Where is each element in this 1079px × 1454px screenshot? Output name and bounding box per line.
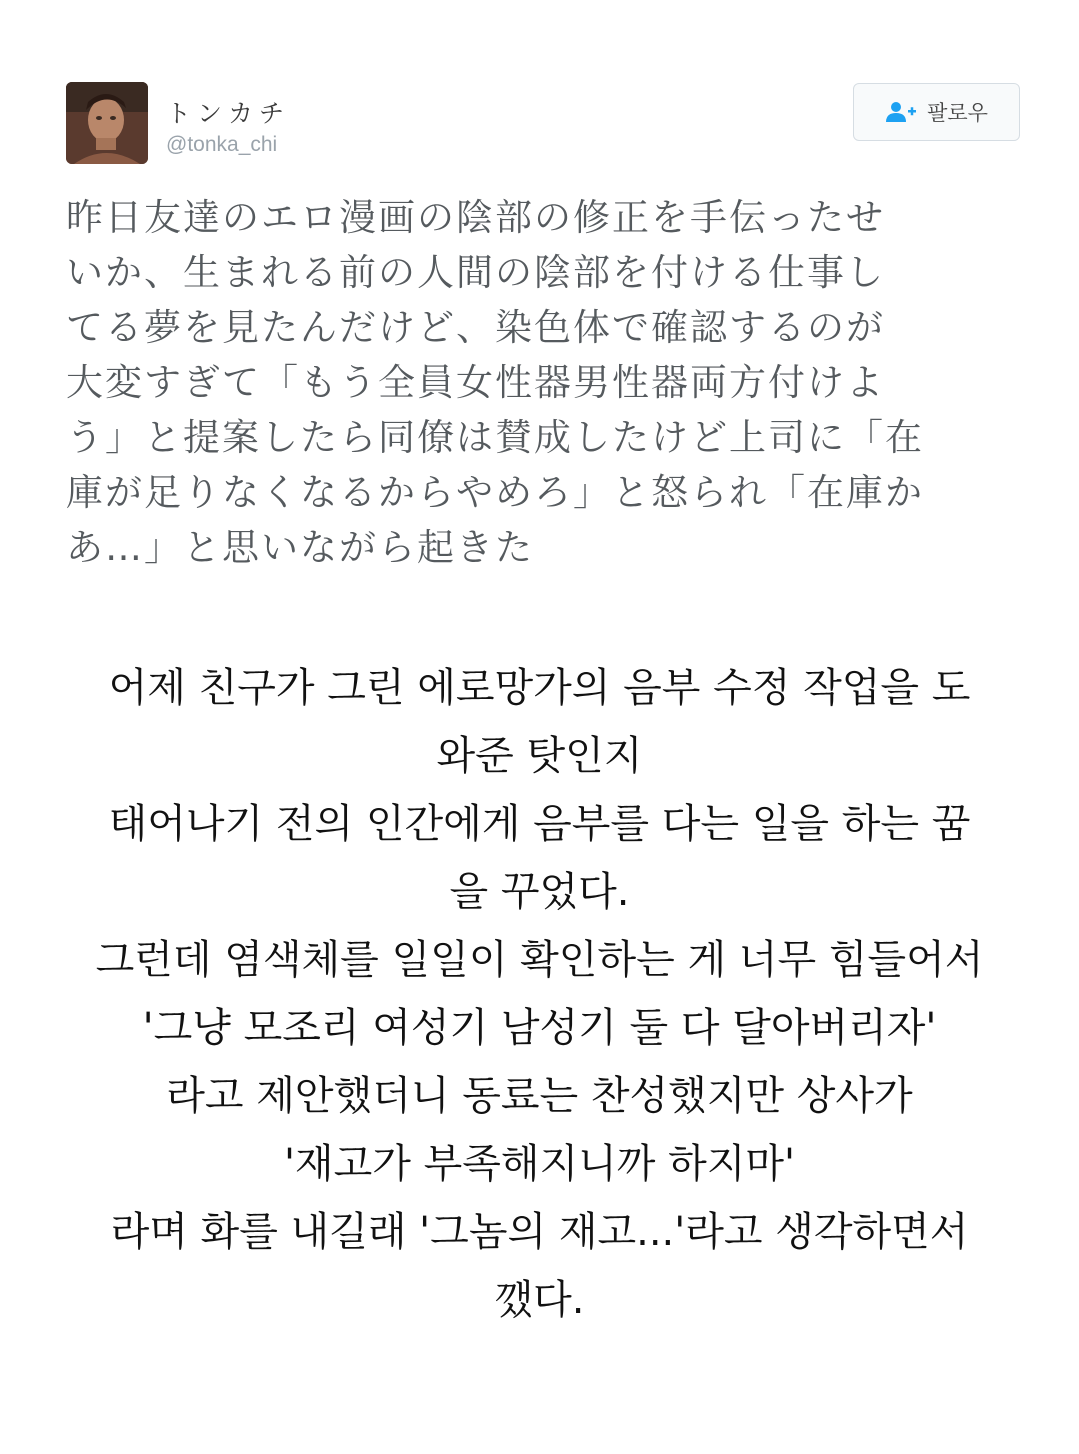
translation-line: 라고 제안했더니 동료는 찬성했지만 상사가 <box>166 1073 913 1119</box>
translation-line: 와준 탓인지 <box>436 733 643 779</box>
translation-line: 을 꾸었다. <box>449 869 630 915</box>
user-handle[interactable]: @tonka_chi <box>166 133 278 156</box>
translation-text <box>0 654 1079 1334</box>
display-name[interactable]: トンカチ <box>166 99 291 128</box>
translation-line: 태어나기 전의 인간에게 음부를 다는 일을 하는 꿈 <box>108 801 971 847</box>
translation-line: 깼다. <box>494 1277 585 1323</box>
translation-line: '재고가 부족해지니까 하지마' <box>283 1141 796 1187</box>
tweet-text-line: う」と提案したら同僚は賛成したけど上司に「在 <box>66 416 924 459</box>
tweet-card <box>0 0 1079 600</box>
tweet-text-line: 大変すぎて「もう全員女性器男性器両方付けよ <box>66 361 885 404</box>
tweet-text-line: 庫が足りなくなるからやめろ」と怒られ「在庫か <box>66 471 924 514</box>
follow-label: 팔로우 <box>927 101 988 125</box>
translation-line: '그냥 모조리 여성기 남성기 둘 다 달아버리자' <box>142 1005 937 1051</box>
translation-line: 그런데 염색체를 일일이 확인하는 게 너무 힘들어서 <box>95 937 984 983</box>
tweet-text-line: てる夢を見たんだけど、染色体で確認するのが <box>66 306 885 349</box>
translation-line: 어제 친구가 그린 에로망가의 음부 수정 작업을 도 <box>108 665 971 711</box>
tweet-text <box>66 190 1016 575</box>
avatar-image <box>66 82 148 164</box>
tweet-text-line: 昨日友達のエロ漫画の陰部の修正を手伝ったせ <box>66 196 885 239</box>
follow-button[interactable] <box>853 83 1020 141</box>
translation-line: 라며 화를 내길래 '그놈의 재고...'라고 생각하면서 <box>110 1209 969 1255</box>
user-avatar[interactable] <box>66 82 148 164</box>
add-user-icon <box>885 101 917 123</box>
tweet-text-line: いか、生まれる前の人間の陰部を付ける仕事し <box>66 251 885 294</box>
tweet-text-line: あ…」と思いながら起きた <box>66 526 534 569</box>
